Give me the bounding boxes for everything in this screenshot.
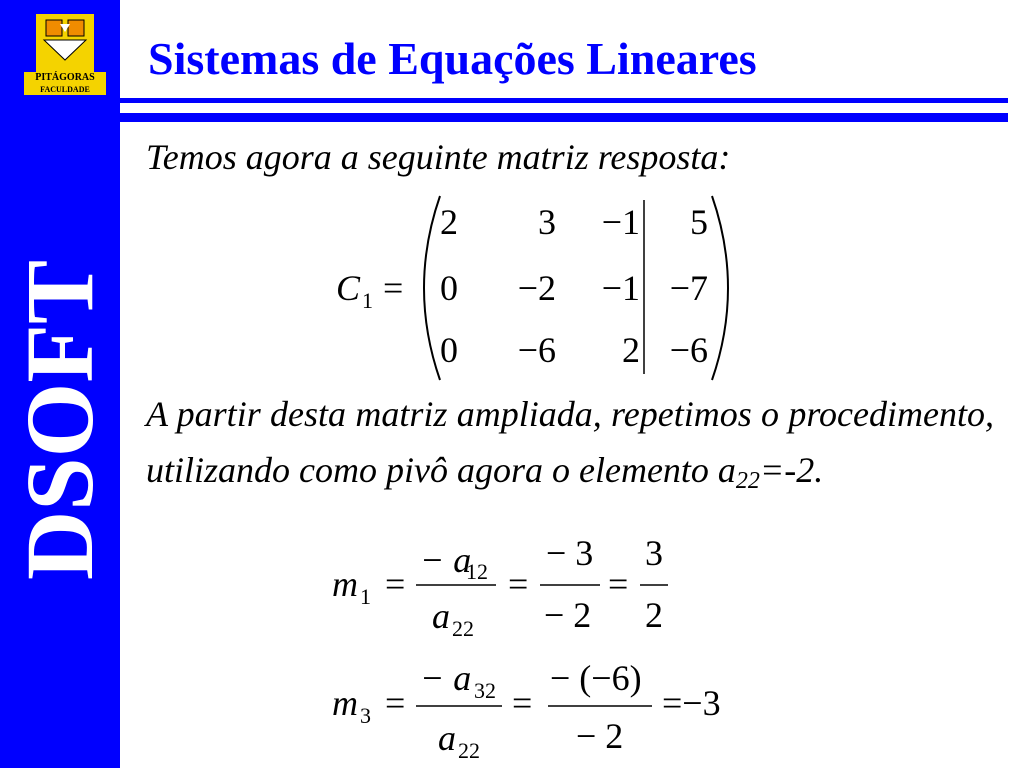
eq1-lhs: m <box>332 564 358 604</box>
logo-text-pitagoras: PITÁGORAS <box>24 72 106 84</box>
matrix-cell: −1 <box>601 268 640 308</box>
matrix-cell: −7 <box>669 268 708 308</box>
eq1-equals-1: = <box>385 564 406 604</box>
matrix-equals: = <box>383 268 404 308</box>
sidebar-label: DSOFT <box>6 259 113 581</box>
eq2-lhs-sub: 3 <box>360 703 371 728</box>
eq1-equals-3: = <box>608 564 629 604</box>
matrix-cell: −6 <box>517 330 556 370</box>
eq2-equals-2: = <box>512 683 533 723</box>
eq1-frac2-den: − 2 <box>544 595 592 635</box>
matrix-cell: −6 <box>669 330 708 370</box>
eq2-frac1-num: − a <box>420 658 472 698</box>
eq1-frac2-num: − 3 <box>546 533 594 573</box>
eq2-frac1-den: a <box>438 718 456 758</box>
eq1-frac3-num: 3 <box>645 533 663 573</box>
matrix-cell: 3 <box>538 202 556 242</box>
eq1-frac3-den: 2 <box>645 595 663 635</box>
matrix-cell: 0 <box>440 330 458 370</box>
eq2-frac1-den-sub: 22 <box>458 738 480 763</box>
logo-text-faculdade: FACULDADE <box>24 84 106 95</box>
matrix-cell: −2 <box>517 268 556 308</box>
matrix-subscript: 1 <box>362 288 373 313</box>
eq2-frac2-num: − (−6) <box>550 658 642 698</box>
eq2-result: =−3 <box>662 683 721 723</box>
paragraph-text: A partir desta matriz ampliada, repetimos o procedimento, utilizando como pivô agora o elemento a <box>146 394 994 490</box>
page-title: Sistemas de Equações Lineares <box>148 33 757 84</box>
matrix-cell: −1 <box>601 202 640 242</box>
matrix-name: C <box>336 268 361 308</box>
intro-text: Temos agora a seguinte matriz resposta: <box>146 137 731 177</box>
eq2-frac1-num-sub: 32 <box>474 678 496 703</box>
eq1-frac1-den-sub: 22 <box>452 616 474 641</box>
eq1-frac1-num-sub: 12 <box>466 559 488 584</box>
eq1-frac1-den: a <box>432 596 450 636</box>
eq1-equals-2: = <box>508 564 529 604</box>
matrix-cell: 5 <box>690 202 708 242</box>
matrix-cell: 0 <box>440 268 458 308</box>
matrix-cell: 2 <box>622 330 640 370</box>
matrix-cell: 2 <box>440 202 458 242</box>
eq2-frac2-den: − 2 <box>576 716 624 756</box>
eq2-lhs: m <box>332 683 358 723</box>
eq1-lhs-sub: 1 <box>360 584 371 609</box>
eq2-equals-1: = <box>385 683 406 723</box>
eq1-frac1-num: − a <box>420 540 472 580</box>
paragraph-text-end: =-2. <box>759 450 824 490</box>
paragraph-subscript: 22 <box>735 468 760 494</box>
